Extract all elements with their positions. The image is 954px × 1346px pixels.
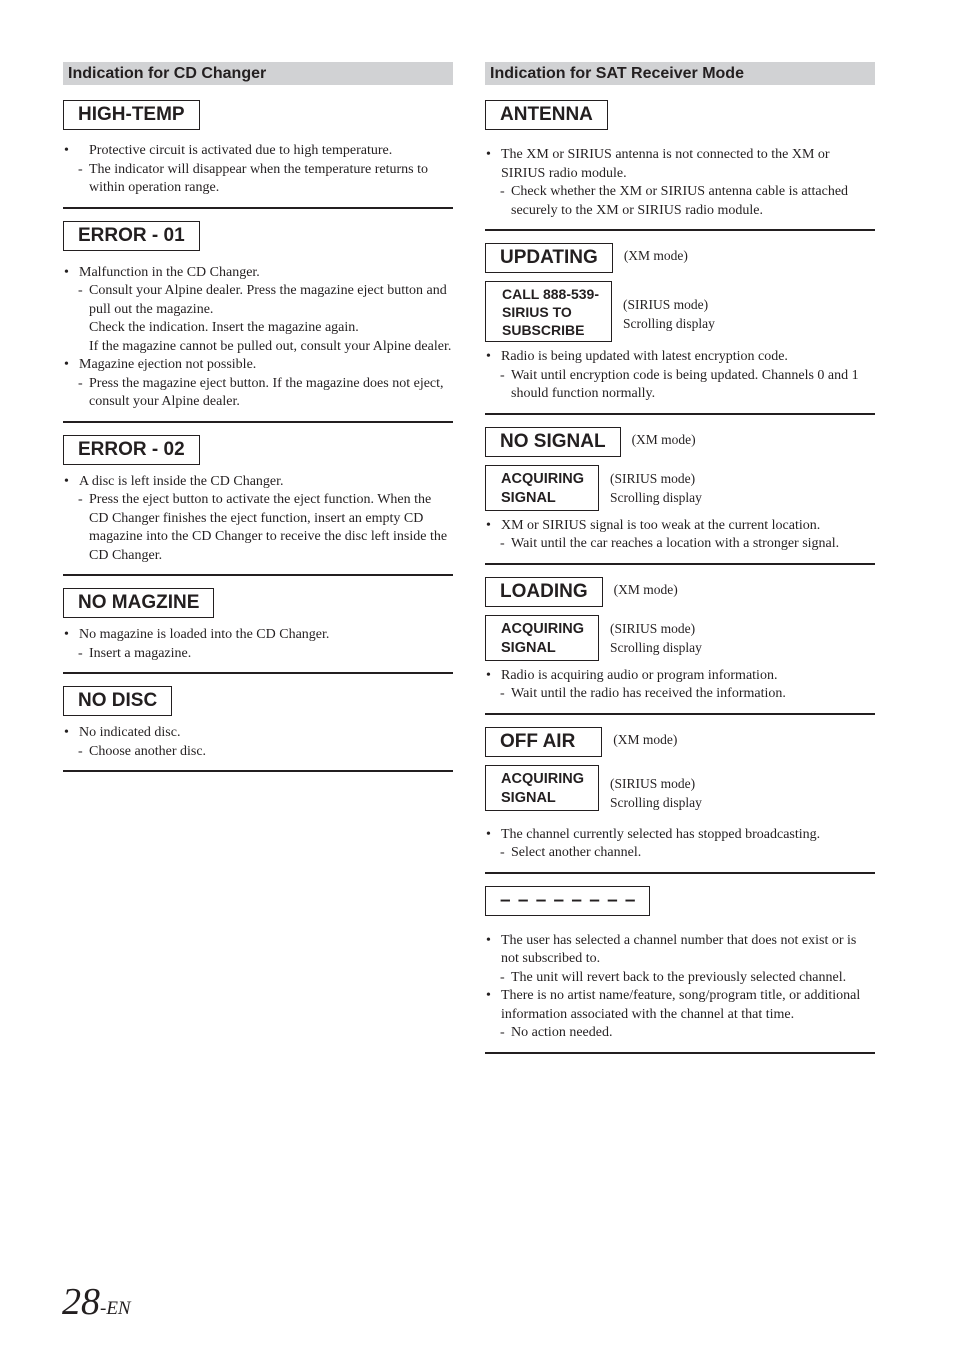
- entry-description: • XM or SIRIUS signal is too weak at the current location. - Wait until the car reaches a location with a stronger signal.: [485, 517, 875, 554]
- xm-mode-note: (XM mode): [623, 248, 688, 263]
- xm-mode-note: (XM mode): [613, 731, 678, 747]
- sirius-display-label: ACQUIRING SIGNAL: [485, 765, 599, 811]
- entry-no-disc: [63, 686, 453, 772]
- xm-mode-note: (XM mode): [613, 581, 678, 597]
- section-header-cd-changer: Indication for CD Changer: [63, 62, 453, 85]
- entry-loading: [485, 577, 875, 715]
- entry-off-air: [485, 727, 875, 874]
- sub-text: Check the indication. Insert the magazine again.: [89, 320, 359, 335]
- sub-text: The indicator will disappear when the temperature returns to within operation range.: [89, 161, 428, 195]
- bullet-text: The channel currently selected has stopped broadcasting.: [501, 826, 821, 842]
- sub-text: Consult your Alpine dealer. Press the magazine eject button and pull out the magazine.: [89, 283, 447, 317]
- sub-text: Wait until the car reaches a location with a stronger signal.: [511, 536, 840, 551]
- entry-error-01: [63, 221, 453, 423]
- entry-no-magzine: [63, 588, 453, 674]
- sirius-mode-note: (SIRIUS mode) Scrolling display: [609, 775, 702, 810]
- bullet-text: A disc is left inside the CD Changer.: [79, 473, 284, 489]
- entry-error-02: [63, 435, 453, 577]
- sub-text: Choose another disc.: [89, 743, 207, 759]
- entry-description: • The XM or SIRIUS antenna is not connected to the XM or SIRIUS radio module. - Check whether the XM or SIRIUS antenna cable is attached securely to the XM or SIRIUS radio module.: [485, 146, 875, 220]
- sub-text: Wait until encryption code is being updated. Channels 0 and 1 should function normally.: [511, 367, 859, 401]
- indicator-label: ERROR - 01: [63, 221, 200, 251]
- sirius-mode-note: (SIRIUS mode) Scrolling display: [609, 470, 702, 505]
- sub-text: Select another channel.: [511, 845, 642, 860]
- sirius-mode-note: (SIRIUS mode) Scrolling display: [623, 297, 715, 331]
- indicator-label: ANTENNA: [485, 100, 608, 130]
- bullet-text: Radio is being updated with latest encryption code.: [501, 349, 788, 364]
- sirius-display-label: CALL 888-539- SIRIUS TO SUBSCRIBE: [485, 281, 612, 342]
- entry-antenna: [485, 100, 875, 231]
- page-number-value: 28: [62, 1281, 100, 1323]
- page-number: [62, 1280, 131, 1324]
- entry-description: • Protective circuit is activated due to high temperature. - The indicator will disappear when the temperature returns to within operation range.: [63, 142, 453, 198]
- entry-description: • Malfunction in the CD Changer. - Consult your Alpine dealer. Press the magazine eject button and pull out the magazine. Check the indication. Insert the magazine again. If the magazine cannot be pulled out, consult your Alpine dealer. • Magazine ejection not possible. - Press the magazine eject button. If the magazine does not eject, consult your Alpine dealer.: [63, 264, 453, 412]
- sat-receiver-column: [485, 62, 875, 1066]
- entry-description: • No magazine is loaded into the CD Changer. - Insert a magazine.: [63, 626, 453, 663]
- sirius-display-label: ACQUIRING SIGNAL: [485, 615, 599, 661]
- sub-text: Press the eject button to activate the eject function. When the CD Changer finishes the eject function, insert an empty CD magazine into the CD Changer to receive the disc left inside the CD Changer.: [89, 492, 448, 563]
- entry-dashes: [485, 886, 875, 1054]
- bullet-text: The XM or SIRIUS antenna is not connected to the XM or SIRIUS radio module.: [501, 147, 830, 181]
- entry-high-temp: [63, 100, 453, 209]
- entry-updating: [485, 243, 875, 415]
- entry-description: • Radio is being updated with latest encryption code. - Wait until encryption code is being updated. Channels 0 and 1 should function normally.: [485, 348, 875, 404]
- bullet-text: Radio is acquiring audio or program information.: [501, 667, 778, 683]
- bullet-text: There is no artist name/feature, song/program title, or additional information associated with the channel at that time.: [501, 988, 861, 1022]
- entry-description: • No indicated disc. - Choose another disc.: [63, 724, 453, 761]
- bullet-text: Protective circuit is activated due to high temperature.: [89, 143, 393, 158]
- bullet-text: No magazine is loaded into the CD Changer.: [79, 627, 330, 642]
- indicator-label: OFF AIR: [485, 727, 602, 757]
- cd-changer-column: [63, 62, 453, 784]
- entry-description: • The user has selected a channel number that does not exist or is not subscribed to. - The unit will revert back to the previously selected channel. • There is no artist name/feature, song/program title, or additional information associated with the channel at that time. - No action needed.: [485, 932, 875, 1043]
- indicator-label: HIGH-TEMP: [63, 100, 200, 130]
- page-number-suffix: -EN: [100, 1298, 131, 1319]
- indicator-label: UPDATING: [485, 243, 613, 273]
- indicator-label: LOADING: [485, 577, 603, 607]
- sub-text: No action needed.: [511, 1025, 613, 1040]
- sub-text: Insert a magazine.: [89, 645, 192, 661]
- indicator-label: ERROR - 02: [63, 435, 200, 465]
- sub-text: Wait until the radio has received the information.: [511, 686, 786, 701]
- sirius-mode-note: (SIRIUS mode) Scrolling display: [609, 620, 702, 655]
- sub-text: The unit will revert back to the previously selected channel.: [511, 969, 847, 985]
- bullet-text: Magazine ejection not possible.: [79, 357, 257, 372]
- entry-description: • A disc is left inside the CD Changer. - Press the eject button to activate the eject function. When the CD Changer finishes the eject function, insert an empty CD magazine into the CD Changer to receive the disc left inside the CD Changer.: [63, 473, 453, 566]
- sirius-display-label: ACQUIRING SIGNAL: [485, 465, 599, 511]
- indicator-label: NO SIGNAL: [485, 427, 621, 457]
- section-header-sat-receiver: Indication for SAT Receiver Mode: [485, 62, 875, 85]
- bullet-text: XM or SIRIUS signal is too weak at the current location.: [501, 517, 821, 533]
- bullet-text: No indicated disc.: [79, 725, 181, 740]
- sub-text: If the magazine cannot be pulled out, consult your Alpine dealer.: [89, 338, 452, 354]
- indicator-label: NO MAGZINE: [63, 588, 214, 618]
- xm-mode-note: (XM mode): [631, 431, 696, 447]
- sub-text: Check whether the XM or SIRIUS antenna cable is attached securely to the XM or SIRIUS radio module.: [511, 184, 849, 218]
- indicator-label: – – – – – – – –: [485, 886, 650, 916]
- indicator-label: NO DISC: [63, 686, 172, 716]
- bullet-text: The user has selected a channel number that does not exist or is not subscribed to.: [501, 932, 857, 966]
- bullet-text: Malfunction in the CD Changer.: [79, 264, 260, 280]
- entry-no-signal: [485, 427, 875, 565]
- entry-description: • Radio is acquiring audio or program information. - Wait until the radio has received the information.: [485, 667, 875, 704]
- sub-text: Press the magazine eject button. If the magazine does not eject, consult your Alpine dealer.: [89, 375, 444, 409]
- entry-description: • The channel currently selected has stopped broadcasting. - Select another channel.: [485, 826, 875, 863]
